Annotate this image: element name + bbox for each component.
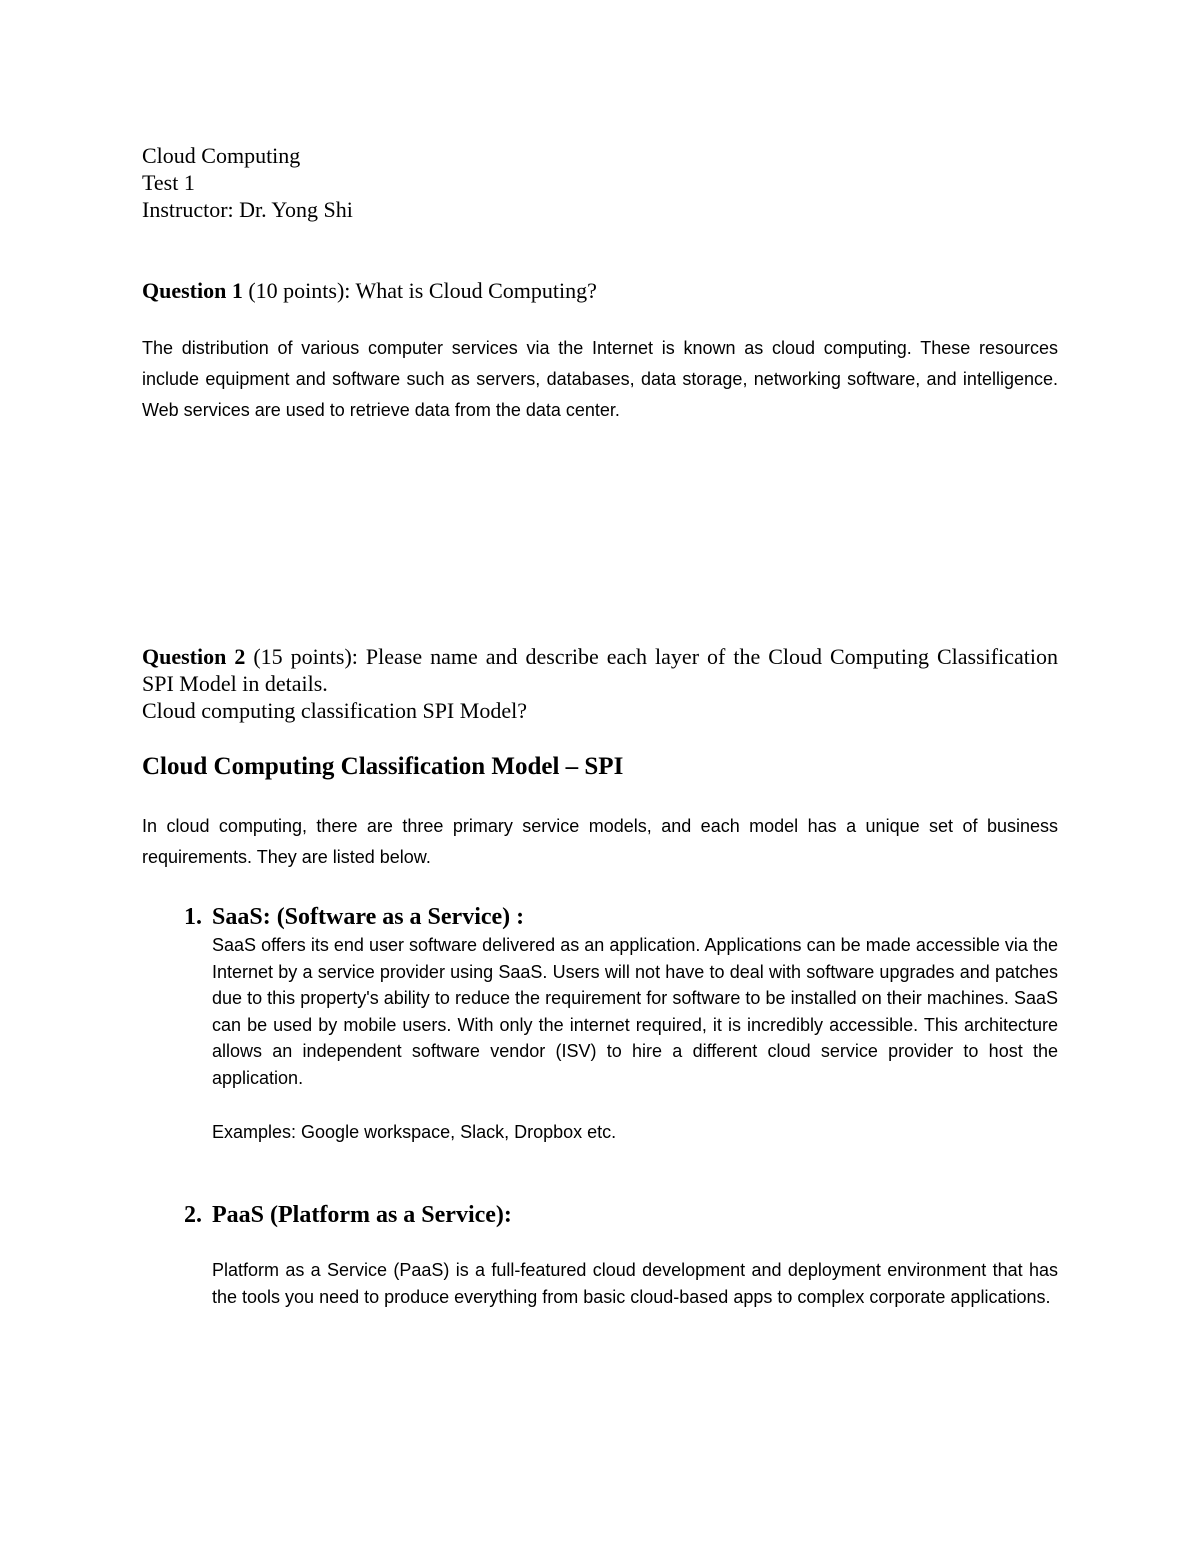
section-intro: In cloud computing, there are three primary service models, and each model has a unique set of business requirements. They are listed below. xyxy=(142,816,1058,867)
question-2-label: Question 2 xyxy=(142,644,246,669)
question-2-text: (15 points): Please name and describe each layer of the Cloud Computing Classification SPI Model in details. xyxy=(142,644,1058,696)
course-title: Cloud Computing xyxy=(142,143,301,168)
list-item-number: 2. xyxy=(184,1202,202,1228)
question-1 xyxy=(142,277,1058,304)
list-item-saas-examples: Examples: Google workspace, Slack, Dropbox etc. xyxy=(212,1122,617,1142)
list-item-saas-heading xyxy=(184,902,1058,932)
list-item-paas-body: Platform as a Service (PaaS) is a full-featured cloud development and deployment environment that has the tools you need to produce everything from basic cloud-based apps to complex corporate applications. xyxy=(212,1260,1058,1307)
question-2-subtext: Cloud computing classification SPI Model? xyxy=(142,698,527,723)
question-2 xyxy=(142,643,1058,697)
instructor-line: Instructor: Dr. Yong Shi xyxy=(142,197,353,222)
question-1-label: Question 1 xyxy=(142,278,243,303)
question-1-text: (10 points): What is Cloud Computing? xyxy=(242,278,597,303)
list-item-paas-heading xyxy=(184,1200,1058,1230)
list-item-title: PaaS (Platform as a Service): xyxy=(212,1202,512,1228)
test-title: Test 1 xyxy=(142,170,195,195)
answer-1: The distribution of various computer services via the Internet is known as cloud computing. These resources include equipment and software such as servers, databases, data storage, networking software, and intelligence. Web services are used to retrieve data from the data center. xyxy=(142,338,1058,420)
list-item-saas-body: SaaS offers its end user software delivered as an application. Applications can be made accessible via the Internet by a service provider using SaaS. Users will not have to deal with software upgrades and patches due to this property's ability to reduce the requirement for software to be installed on their machines. SaaS can be used by mobile users. With only the internet required, it is incredibly accessible. This architecture allows an independent software vendor (ISV) to hire a different cloud service provider to host the application. xyxy=(212,935,1058,1088)
section-heading: Cloud Computing Classification Model – SPI xyxy=(142,753,624,780)
list-item-title: SaaS: (Software as a Service) : xyxy=(212,904,525,930)
list-item-number: 1. xyxy=(184,904,202,930)
document-header xyxy=(142,142,1058,223)
